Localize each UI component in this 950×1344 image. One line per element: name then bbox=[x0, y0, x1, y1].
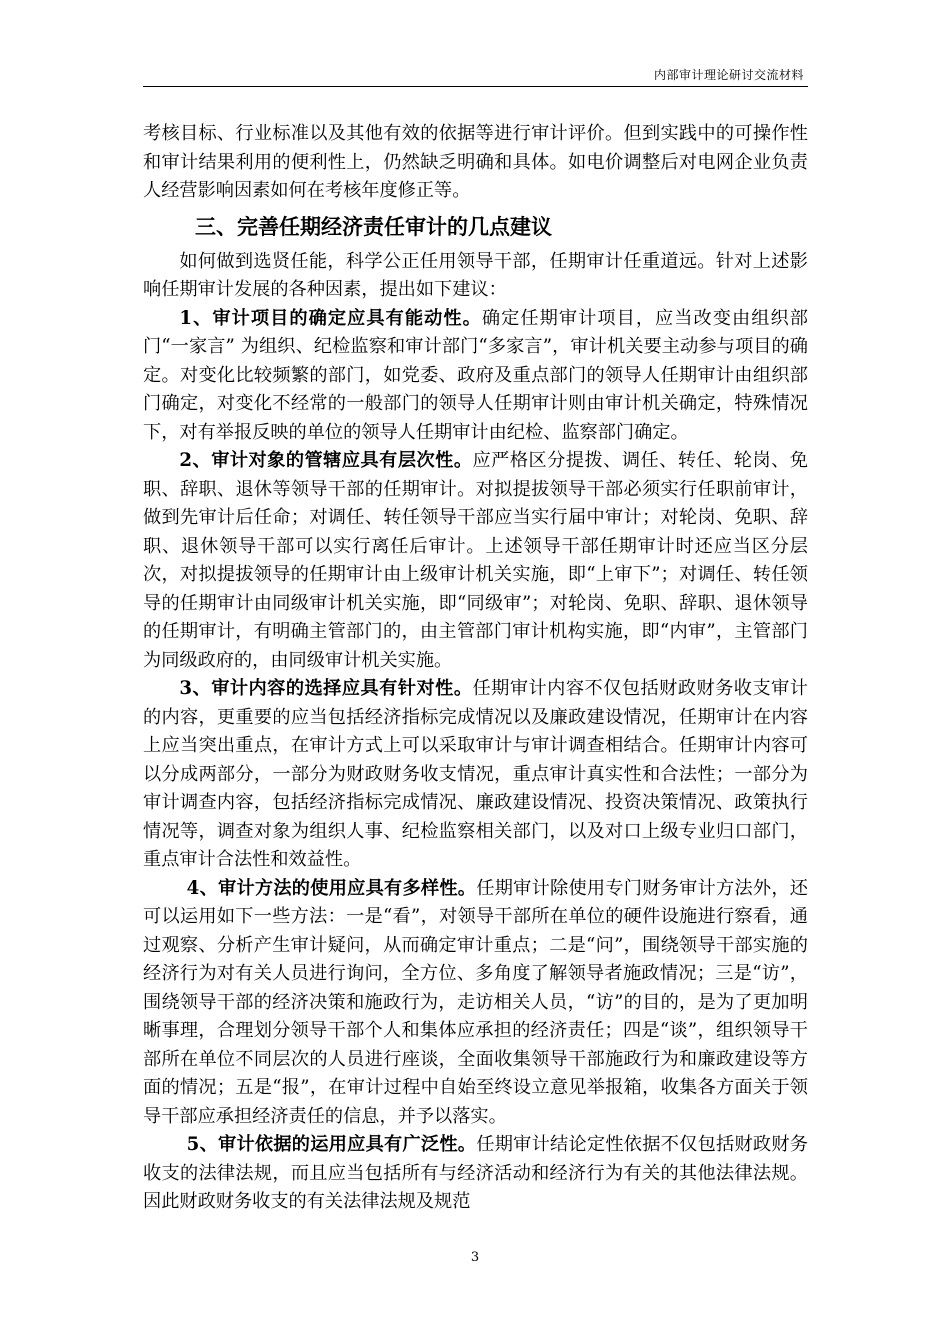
suggestion-5 bbox=[143, 1131, 808, 1217]
section-heading: 三、完善任期经济责任审计的几点建议 bbox=[195, 214, 552, 239]
suggestion-1 bbox=[143, 305, 808, 448]
suggestion-3-lead: 3、审计内容的选择应具有针对性。 bbox=[179, 678, 473, 699]
running-header: 内部审计理论研讨交流材料 bbox=[653, 68, 804, 82]
suggestion-2 bbox=[143, 447, 808, 675]
suggestion-2-lead: 2、审计对象的管辖应具有层次性。 bbox=[179, 450, 473, 471]
suggestion-1-text: 确定任期审计项目，应当改变由组织部门“一家言” 为组织、纪检监察和审计部门“多家言”，审计机关要主动参与项目的确定。对变化比较频繁的部门，如党委、政府及重点部门的领导人任期审计由组织部门确定，对变化不经常的一般部门的领导人任期审计则由审计机关确定，特殊情况下，对有举报反映的单位的领导人任期审计由纪检、监察部门确定。 bbox=[143, 307, 808, 443]
preface-paragraph: 如何做到选贤任能，科学公正任用领导干部，任期审计任重道远。针对上述影响任期审计发展的各种因素，提出如下建议： bbox=[143, 250, 808, 300]
header-divider bbox=[143, 86, 808, 87]
body-text bbox=[143, 120, 808, 1217]
suggestion-5-lead: 5、审计依据的运用应具有广泛性。 bbox=[186, 1134, 477, 1155]
intro-paragraph: 考核目标、行业标准以及其他有效的依据等进行审计评价。但到实践中的可操作性和审计结果利用的便利性上，仍然缺乏明确和具体。如电价调整后对电网企业负责人经营影响因素如何在考核年度修正等。 bbox=[143, 123, 808, 201]
suggestion-5-text: 任期审计结论定性依据不仅包括财政财务收支的法律法规，而且应当包括所有与经济活动和经济行为有关的其他法律法规。因此财政财务收支的有关法律法规及规范 bbox=[143, 1134, 808, 1212]
suggestion-4 bbox=[143, 875, 808, 1132]
suggestion-1-lead: 1、审计项目的确定应具有能动性。 bbox=[179, 307, 482, 329]
suggestion-2-text: 应严格区分提拨、调任、转任、轮岗、免职、辞职、退休等领导干部的任期审计。对拟提拔领导干部必须实行任职前审计，做到先审计后任命；对调任、转任领导干部应当实行届中审计；对轮岗、免职、辞职、退休领导干部可以实行离任后审计。上述领导干部任期审计时还应当区分层次，对拟提拔领导的任期审计由上级审计机关实施，即“上审下”；对调任、转任领导的任期审计由同级审计机关实施，即“同级审”；对轮岗、免职、辞职、退休领导的任期审计，有明确主管部门的，由主管部门审计机构实施，即“内审”，主管部门为同级政府的，由同级审计机关实施。 bbox=[143, 450, 808, 671]
suggestion-4-text: 任期审计除使用专门财务审计方法外，还可以运用如下一些方法：一是“看”，对领导干部所在单位的硬件设施进行察看，通过观察、分析产生审计疑问，从而确定审计重点；二是“问”，围绕领导干部实施的经济行为对有关人员进行询问，全方位、多角度了解领导者施政情况；三是“访”，围绕领导干部的经济决策和施政行为，走访相关人员，“访”的目的，是为了更加明晰事理，合理划分领导干部个人和集体应承担的经济责任；四是“谈”，组织领导干部所在单位不同层次的人员进行座谈，全面收集领导干部施政行为和廉政建设等方面的情况；五是“报”，在审计过程中自始至终设立意见举报箱，收集各方面关于领导干部应承担经济责任的信息，并予以落实。 bbox=[143, 877, 808, 1127]
suggestion-3 bbox=[143, 675, 808, 875]
page-number: 3 bbox=[470, 1250, 480, 1265]
suggestion-4-lead: 4、审计方法的使用应具有多样性。 bbox=[186, 877, 477, 899]
suggestion-3-text: 任期审计内容不仅包括财政财务收支审计的内容，更重要的应当包括经济指标完成情况以及廉政建设情况，任期审计在内容上应当突出重点，在审计方式上可以采取审计与审计调查相结合。任期审计内容可以分成两部分，一部分为财政财务收支情况，重点审计真实性和合法性；一部分为审计调查内容，包括经济指标完成情况、廉政建设情况、投资决策情况、政策执行情况等，调查对象为组织人事、纪检监察相关部门，以及对口上级专业归口部门，重点审计合法性和效益性。 bbox=[143, 678, 808, 870]
